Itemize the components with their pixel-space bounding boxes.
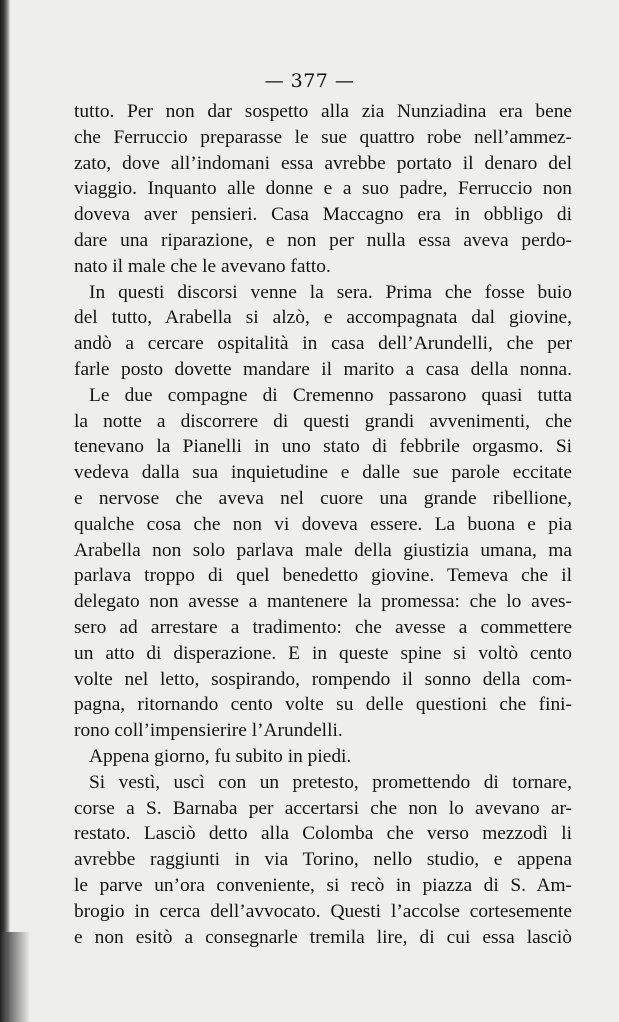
text-line: zato, dove all’indomani essa avrebbe portato il denaro del xyxy=(74,152,572,174)
text-line: qualche cosa che non vi doveva essere. La buona e pia xyxy=(74,513,572,535)
text-line: Arabella non solo parlava male della giustizia umana, ma xyxy=(74,539,572,561)
body-text xyxy=(74,99,572,950)
text-line: dare una riparazione, e non per nulla essa aveva perdo- xyxy=(74,229,572,251)
text-line: nato il male che le avevano fatto. xyxy=(74,255,331,277)
text-line: brogio in cerca dell’avvocato. Questi l’accolse cortesemente xyxy=(74,900,572,922)
page-corner-shadow xyxy=(0,932,40,1022)
text-line: sero ad arrestare a tradimento: che avesse a commettere xyxy=(74,616,572,638)
text-line: e non esitò a consegnarle tremila lire, di cui essa lasciò xyxy=(74,926,572,948)
text-line: un atto di disperazione. E in queste spine si voltò cento xyxy=(74,642,572,664)
text-line: la notte a discorrere di questi grandi avvenimenti, che xyxy=(74,410,572,432)
text-line: tenevano la Pianelli in uno stato di febbrile orgasmo. Si xyxy=(74,436,572,458)
text-line: restato. Lasciò detto alla Colomba che verso mezzodì li xyxy=(74,823,572,845)
paragraph-start-line: Le due compagne di Cremenno passarono quasi tutta xyxy=(89,384,572,406)
text-line: doveva aver pensieri. Casa Maccagno era in obbligo di xyxy=(74,204,572,226)
text-line: viaggio. Inquanto alle donne e a suo padre, Ferruccio non xyxy=(74,178,572,200)
text-line: pagna, ritornando cento volte su delle questioni che fini- xyxy=(74,694,572,716)
paragraph-start-line: In questi discorsi venne la sera. Prima che fosse buio xyxy=(89,281,572,303)
paragraph-start-line: Si vestì, uscì con un pretesto, promettendo di tornare, xyxy=(89,771,572,793)
text-line: corse a S. Barnaba per accertarsi che non lo avevano ar- xyxy=(74,797,572,819)
text-line: le parve un’ora conveniente, si recò in piazza di S. Am- xyxy=(74,874,572,896)
paragraph-start-line: Appena giorno, fu subito in piedi. xyxy=(89,745,352,767)
page-number: — 377 — xyxy=(264,70,355,92)
text-line: e nervose che aveva nel cuore una grande ribellione, xyxy=(74,487,572,509)
text-line: che Ferruccio preparasse le sue quattro robe nell’ammez- xyxy=(74,126,572,148)
text-line: rono coll’impensierire l’Arundelli. xyxy=(74,720,343,742)
text-line: del tutto, Arabella si alzò, e accompagnata dal giovine, xyxy=(74,307,572,329)
page-binding-shadow xyxy=(0,0,10,1022)
text-line: tutto. Per non dar sospetto alla zia Nunziadina era bene xyxy=(74,101,572,122)
text-line: vedeva dalla sua inquietudine e dalle sue parole eccitate xyxy=(74,462,572,484)
text-line: farle posto dovette mandare il marito a casa della nonna. xyxy=(74,358,572,380)
text-line: avrebbe raggiunti in via Torino, nello studio, e appena xyxy=(74,849,572,871)
text-line: andò a cercare ospitalità in casa dell’Arundelli, che per xyxy=(74,333,572,355)
text-line: delegato non avesse a mantenere la promessa: che lo aves- xyxy=(74,591,572,613)
text-line: parlava troppo di quel benedetto giovine. Temeva che il xyxy=(74,565,572,587)
text-line: volte nel letto, sospirando, rompendo il sonno della com- xyxy=(74,668,572,690)
